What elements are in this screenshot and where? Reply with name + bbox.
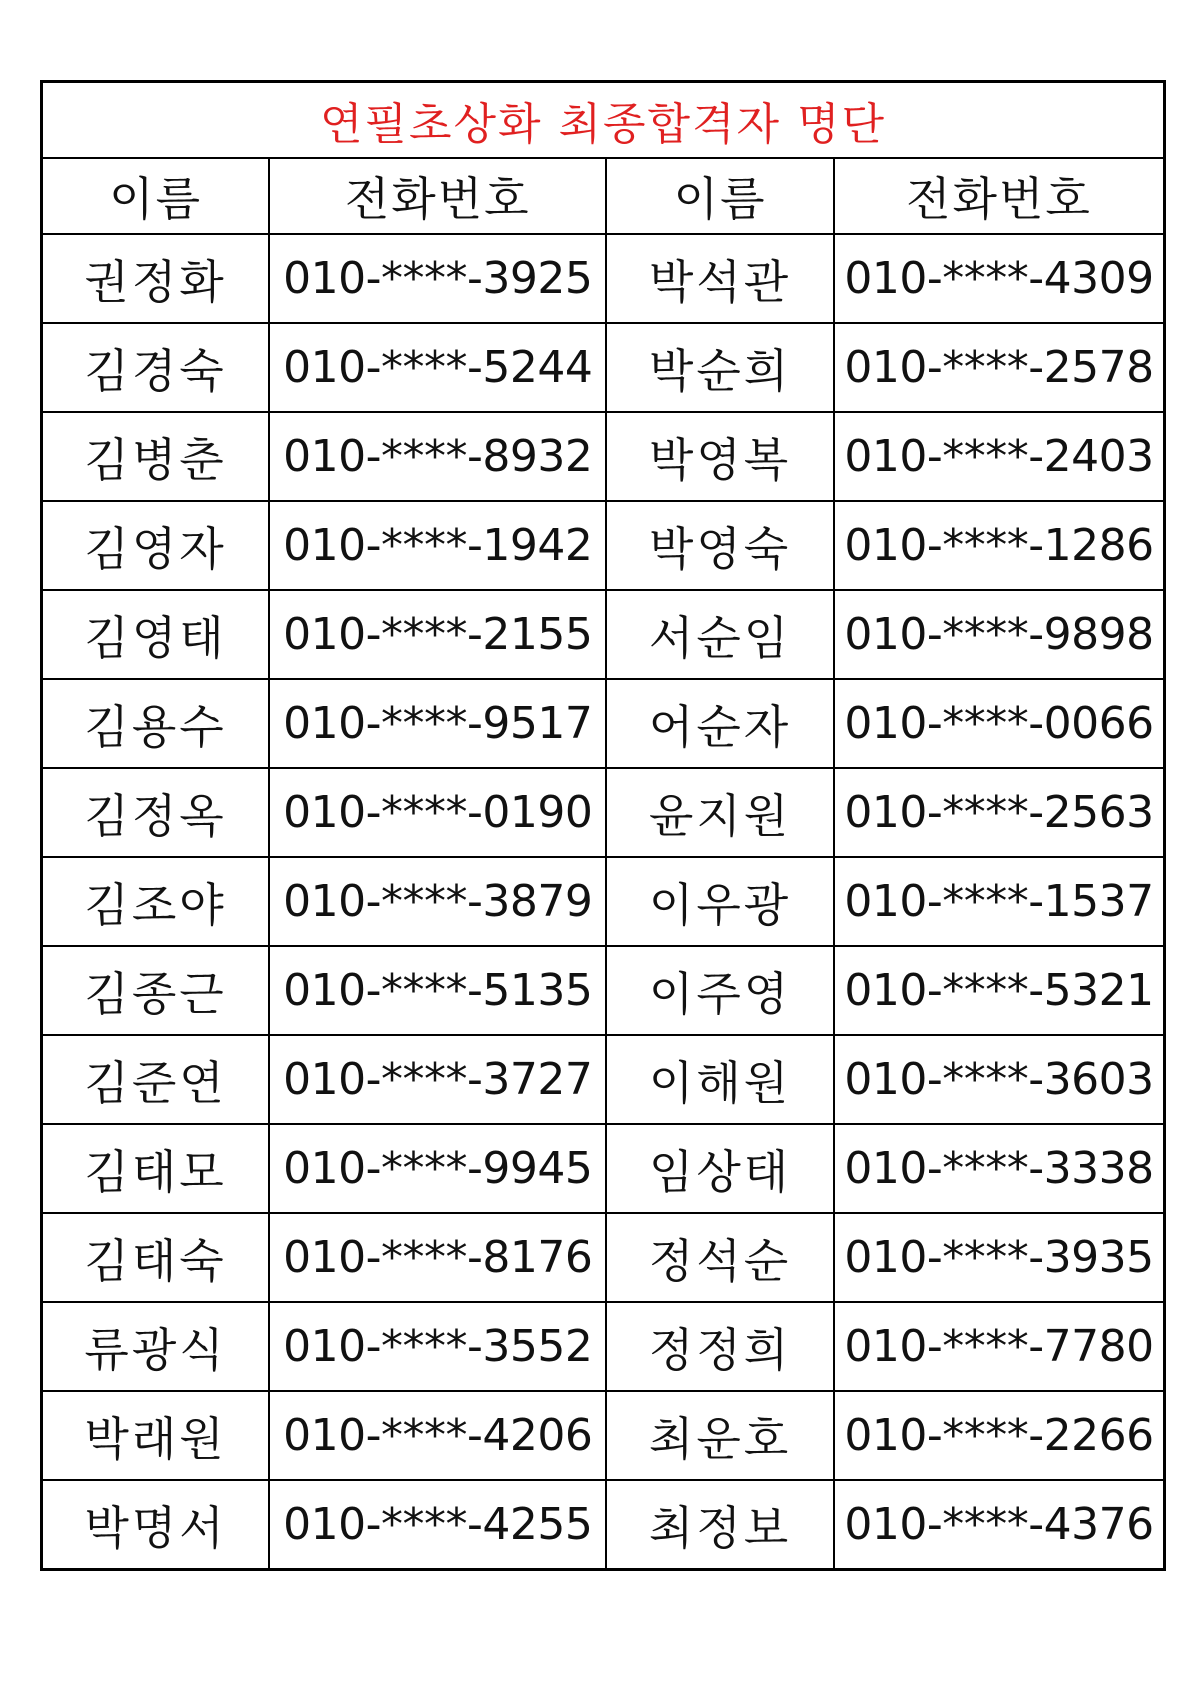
name-left-cell: 김경숙 (42, 323, 270, 412)
phone-right-cell: 010-****-3603 (834, 1035, 1165, 1124)
phone-right-cell: 010-****-5321 (834, 946, 1165, 1035)
header-row (42, 158, 1165, 234)
phone-left-cell: 010-****-0190 (269, 768, 606, 857)
phone-left-cell: 010-****-5244 (269, 323, 606, 412)
header-name-right: 이름 (606, 158, 834, 234)
name-left-cell: 김태모 (42, 1124, 270, 1213)
table-row (42, 857, 1165, 946)
name-right-cell: 정정희 (606, 1302, 834, 1391)
table-row (42, 234, 1165, 323)
name-left-cell: 김정옥 (42, 768, 270, 857)
name-left-cell: 김조야 (42, 857, 270, 946)
header-name-left: 이름 (42, 158, 270, 234)
phone-right-cell: 010-****-1286 (834, 501, 1165, 590)
phone-left-cell: 010-****-4255 (269, 1480, 606, 1570)
name-left-cell: 김용수 (42, 679, 270, 768)
name-left-cell: 김종근 (42, 946, 270, 1035)
name-left-cell: 김영태 (42, 590, 270, 679)
name-left-cell: 김준연 (42, 1035, 270, 1124)
phone-left-cell: 010-****-1942 (269, 501, 606, 590)
phone-left-cell: 010-****-9945 (269, 1124, 606, 1213)
table-row (42, 1124, 1165, 1213)
name-left-cell: 박명서 (42, 1480, 270, 1570)
table-row (42, 501, 1165, 590)
name-right-cell: 정석순 (606, 1213, 834, 1302)
table-row (42, 1391, 1165, 1480)
name-left-cell: 박래원 (42, 1391, 270, 1480)
phone-right-cell: 010-****-3935 (834, 1213, 1165, 1302)
finalist-list-table (40, 80, 1166, 1571)
phone-right-cell: 010-****-2563 (834, 768, 1165, 857)
name-right-cell: 최운호 (606, 1391, 834, 1480)
phone-left-cell: 010-****-3879 (269, 857, 606, 946)
name-right-cell: 이우광 (606, 857, 834, 946)
name-right-cell: 최정보 (606, 1480, 834, 1570)
phone-left-cell: 010-****-4206 (269, 1391, 606, 1480)
phone-right-cell: 010-****-2578 (834, 323, 1165, 412)
name-right-cell: 박영숙 (606, 501, 834, 590)
document-title: 연필초상화 최종합격자 명단 (42, 82, 1165, 159)
table-row (42, 590, 1165, 679)
name-right-cell: 임상태 (606, 1124, 834, 1213)
name-left-cell: 류광식 (42, 1302, 270, 1391)
phone-right-cell: 010-****-4376 (834, 1480, 1165, 1570)
name-right-cell: 박영복 (606, 412, 834, 501)
phone-left-cell: 010-****-2155 (269, 590, 606, 679)
phone-left-cell: 010-****-9517 (269, 679, 606, 768)
table-row (42, 679, 1165, 768)
table-row (42, 1480, 1165, 1570)
table-row (42, 946, 1165, 1035)
phone-right-cell: 010-****-7780 (834, 1302, 1165, 1391)
name-left-cell: 김병춘 (42, 412, 270, 501)
name-right-cell: 박순희 (606, 323, 834, 412)
name-right-cell: 박석관 (606, 234, 834, 323)
name-right-cell: 이해원 (606, 1035, 834, 1124)
title-row (42, 82, 1165, 159)
phone-left-cell: 010-****-3552 (269, 1302, 606, 1391)
phone-left-cell: 010-****-3925 (269, 234, 606, 323)
header-phone-right: 전화번호 (834, 158, 1165, 234)
name-right-cell: 이주영 (606, 946, 834, 1035)
phone-right-cell: 010-****-1537 (834, 857, 1165, 946)
phone-left-cell: 010-****-3727 (269, 1035, 606, 1124)
phone-left-cell: 010-****-5135 (269, 946, 606, 1035)
name-left-cell: 김태숙 (42, 1213, 270, 1302)
name-left-cell: 권정화 (42, 234, 270, 323)
phone-right-cell: 010-****-2266 (834, 1391, 1165, 1480)
name-right-cell: 윤지원 (606, 768, 834, 857)
table-row (42, 412, 1165, 501)
name-right-cell: 서순임 (606, 590, 834, 679)
phone-right-cell: 010-****-9898 (834, 590, 1165, 679)
name-left-cell: 김영자 (42, 501, 270, 590)
table-row (42, 1035, 1165, 1124)
phone-right-cell: 010-****-3338 (834, 1124, 1165, 1213)
name-right-cell: 어순자 (606, 679, 834, 768)
table-row (42, 323, 1165, 412)
header-phone-left: 전화번호 (269, 158, 606, 234)
phone-left-cell: 010-****-8932 (269, 412, 606, 501)
table-row (42, 768, 1165, 857)
phone-right-cell: 010-****-4309 (834, 234, 1165, 323)
phone-right-cell: 010-****-2403 (834, 412, 1165, 501)
phone-right-cell: 010-****-0066 (834, 679, 1165, 768)
table-row (42, 1302, 1165, 1391)
phone-left-cell: 010-****-8176 (269, 1213, 606, 1302)
table-row (42, 1213, 1165, 1302)
